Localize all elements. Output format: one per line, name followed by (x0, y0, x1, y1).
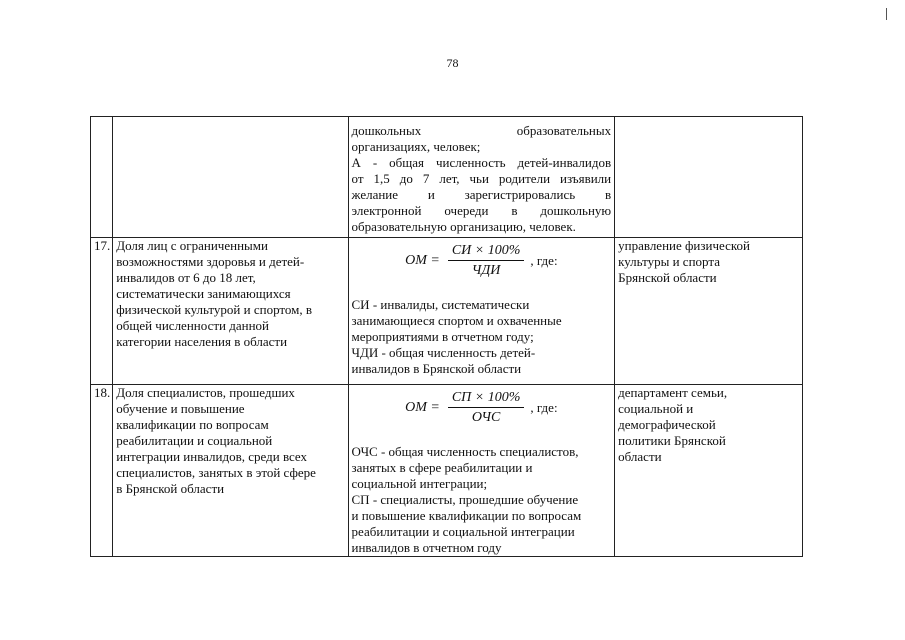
responsible-line: культуры и спорта (618, 254, 720, 269)
formula-fraction (448, 389, 525, 426)
method-line: ЧДИ - общая численность детей- (351, 345, 536, 360)
method-line: ОЧС - общая численность специалистов, (351, 444, 579, 459)
indicator-line: Доля лиц с ограниченными (116, 238, 268, 253)
indicator-line: инвалидов от 6 до 18 лет, (116, 270, 256, 285)
indicator-line: квалификации по вопросам (116, 417, 269, 432)
cell-number (91, 117, 113, 238)
indicator-line: категории населения в области (116, 334, 288, 349)
table-row-continuation (91, 117, 803, 238)
method-line: А - общая численность детей-инвалидов (351, 155, 612, 170)
formula-numerator: СИ × 100% (448, 242, 525, 261)
indicator-line: Доля специалистов, прошедших (116, 385, 295, 400)
formula-denominator: ОЧС (471, 410, 501, 425)
responsible-line: Брянской области (618, 270, 717, 285)
cell-responsible (615, 238, 803, 385)
page-number: 78 (446, 56, 459, 70)
indicator-line: общей численности данной (116, 318, 269, 333)
method-line: мероприятиями в отчетном году; (351, 329, 534, 344)
method-line: желание и зарегистрировались в (351, 187, 612, 202)
method-line: СИ - инвалиды, систематически (351, 297, 530, 312)
indicator-line: в Брянской области (116, 481, 225, 496)
formula-denominator: ЧДИ (471, 263, 501, 278)
method-line: инвалидов в Брянской области (351, 361, 522, 376)
indicator-line: интеграции инвалидов, среди всех (116, 449, 308, 464)
method-line: дошкольных образовательных (351, 123, 612, 138)
method-line: организациях, человек; (351, 139, 481, 154)
formula-tail: , где: (530, 399, 558, 415)
responsible-line: социальной и (618, 401, 694, 416)
method-line: занятых в сфере реабилитации и (351, 460, 533, 475)
formula (352, 238, 612, 297)
formula-fraction (448, 242, 525, 279)
formula-lhs: ОМ = (405, 399, 440, 415)
cell-responsible (615, 385, 803, 557)
indicator-line: возможностями здоровья и детей- (116, 254, 305, 269)
cell-method (348, 385, 615, 557)
cell-number: 17. (91, 238, 113, 385)
cell-indicator (113, 238, 348, 385)
indicators-table (90, 116, 803, 557)
method-line: инвалидов в отчетном году (351, 540, 502, 555)
responsible-line: области (618, 449, 662, 464)
cell-indicator (113, 117, 348, 238)
method-line: занимающиеся спортом и охваченные (351, 313, 562, 328)
table-row (91, 238, 803, 385)
method-line: электронной очереди в дошкольную (351, 203, 612, 218)
cell-number: 18. (91, 385, 113, 557)
cell-method (348, 117, 615, 238)
responsible-line: департамент семьи, (618, 385, 728, 400)
table-row (91, 385, 803, 557)
method-line: от 1,5 до 7 лет, чьи родители изъявили (351, 171, 612, 186)
method-line: реабилитации и социальной интеграции (351, 524, 575, 539)
method-line: СП - специалисты, прошедшие обучение (351, 492, 579, 507)
formula-lhs: ОМ = (405, 252, 440, 268)
responsible-line: демографической (618, 417, 716, 432)
indicator-line: обучение и повышение (116, 401, 245, 416)
indicator-line: физической культурой и спортом, в (116, 302, 313, 317)
indicator-line: специалистов, занятых в этой сфере (116, 465, 316, 480)
cell-method (348, 238, 615, 385)
scan-edge-mark (886, 8, 887, 20)
method-line: и повышение квалификации по вопросам (351, 508, 582, 523)
responsible-line: управление физической (618, 238, 750, 253)
formula-tail: , где: (530, 252, 558, 268)
indicator-line: реабилитации и социальной (116, 433, 273, 448)
indicator-line: систематически занимающихся (116, 286, 291, 301)
cell-responsible (615, 117, 803, 238)
formula (352, 385, 612, 444)
formula-numerator: СП × 100% (448, 389, 525, 408)
method-line: образовательную организацию, человек. (351, 219, 576, 234)
cell-indicator (113, 385, 348, 557)
responsible-line: политики Брянской (618, 433, 726, 448)
method-line: социальной интеграции; (351, 476, 488, 491)
